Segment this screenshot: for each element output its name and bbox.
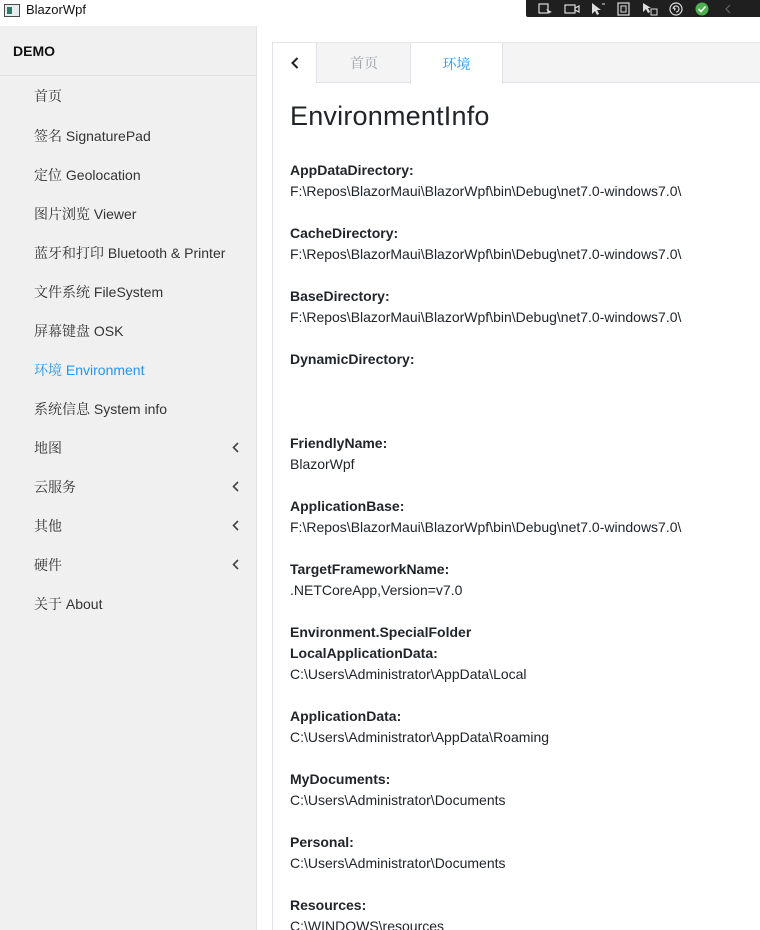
frame-icon[interactable] <box>614 1 634 16</box>
info-entry <box>290 706 750 748</box>
info-key: Personal: <box>290 834 354 850</box>
sidebar-item-environment[interactable] <box>0 350 256 389</box>
sidebar-item-label: 其他 <box>34 517 62 534</box>
tab-bar <box>273 42 760 83</box>
main-content <box>272 42 760 930</box>
chevron-left-icon <box>230 558 242 571</box>
sidebar-item-system-info[interactable] <box>0 389 256 428</box>
tab-home[interactable] <box>317 43 411 83</box>
tab-label: 环境 <box>442 55 471 72</box>
info-key: LocalApplicationData: <box>290 645 438 661</box>
info-value: BlazorWpf <box>290 456 355 472</box>
info-key: TargetFrameworkName: <box>290 561 450 577</box>
info-key: CacheDirectory: <box>290 225 399 241</box>
info-value: .NETCoreApp,Version=v7.0 <box>290 582 463 598</box>
tab-label: 首页 <box>350 55 378 71</box>
info-key: Resources: <box>290 897 367 913</box>
sidebar-item-label: 硬件 <box>34 556 62 573</box>
info-value: F:\Repos\BlazorMaui\BlazorWpf\bin\Debug\net7.0-windows7.0\ <box>290 519 682 535</box>
sidebar-item-home[interactable] <box>0 76 256 116</box>
info-key: FriendlyName: <box>290 435 388 451</box>
info-entry <box>290 895 750 930</box>
tab-back-button[interactable] <box>273 43 317 83</box>
info-key: AppDataDirectory: <box>290 162 414 178</box>
info-entry <box>290 160 750 202</box>
tab-environment[interactable] <box>410 43 503 84</box>
sidebar-item-about[interactable] <box>0 584 256 623</box>
window-title: BlazorWpf <box>26 2 86 17</box>
chevron-left-icon <box>230 441 242 454</box>
info-entry <box>290 559 750 601</box>
sidebar-item-label: 图片浏览 Viewer <box>34 205 137 222</box>
chevron-left-icon <box>289 56 301 70</box>
info-entry <box>290 832 750 874</box>
sidebar-item-label: 首页 <box>34 88 62 104</box>
sidebar-menu <box>0 76 256 623</box>
info-key: BaseDirectory: <box>290 288 390 304</box>
sidebar-item-label: 屏幕键盘 OSK <box>34 322 124 339</box>
sidebar-item-label: 签名 SignaturePad <box>34 127 151 144</box>
sidebar <box>0 26 257 930</box>
sidebar-item-label: 环境 Environment <box>34 361 145 378</box>
info-entry <box>290 496 750 538</box>
collapse-icon[interactable] <box>718 1 738 16</box>
sidebar-item-hardware[interactable] <box>0 545 256 584</box>
info-key: ApplicationData: <box>290 708 402 724</box>
sidebar-item-osk[interactable] <box>0 311 256 350</box>
sidebar-item-label: 蓝牙和打印 Bluetooth & Printer <box>34 244 226 261</box>
info-value: F:\Repos\BlazorMaui\BlazorWpf\bin\Debug\net7.0-windows7.0\ <box>290 309 682 325</box>
info-value: C:\Users\Administrator\Documents <box>290 855 506 871</box>
sidebar-item-label: 地图 <box>34 439 62 456</box>
xaml-debug-toolbar <box>526 0 760 17</box>
info-entry <box>290 286 750 328</box>
track-focus-icon[interactable] <box>640 1 660 16</box>
sidebar-item-other[interactable] <box>0 506 256 545</box>
sidebar-item-geolocation[interactable] <box>0 155 256 194</box>
info-value: C:\WINDOWS\resources <box>290 918 445 930</box>
sidebar-item-cloud[interactable] <box>0 467 256 506</box>
window-titlebar <box>0 0 760 22</box>
info-value: C:\Users\Administrator\Documents <box>290 792 506 808</box>
video-camera-icon[interactable] <box>562 1 582 16</box>
info-value <box>290 370 750 412</box>
info-entry <box>290 349 750 412</box>
sidebar-item-label: 系统信息 System info <box>34 400 168 417</box>
info-entry <box>290 223 750 265</box>
info-key: Environment.SpecialFolder <box>290 624 472 640</box>
sidebar-item-viewer[interactable] <box>0 194 256 233</box>
info-value: C:\Users\Administrator\AppData\Roaming <box>290 729 550 745</box>
sidebar-item-signaturepad[interactable] <box>0 116 256 155</box>
chevron-left-icon <box>230 519 242 532</box>
hot-reload-icon[interactable] <box>666 1 686 16</box>
sidebar-item-label: 定位 Geolocation <box>34 166 141 183</box>
environment-info-panel <box>290 98 750 930</box>
info-entry <box>290 433 750 475</box>
info-entry <box>290 622 750 685</box>
app-icon <box>4 4 20 17</box>
info-value: C:\Users\Administrator\AppData\Local <box>290 666 527 682</box>
select-element-icon[interactable] <box>536 1 556 16</box>
chevron-left-icon <box>230 480 242 493</box>
sidebar-item-label: 文件系统 FileSystem <box>34 283 164 300</box>
brand-title[interactable]: DEMO <box>0 26 256 76</box>
sidebar-item-bluetooth-printer[interactable] <box>0 233 256 272</box>
info-value: F:\Repos\BlazorMaui\BlazorWpf\bin\Debug\net7.0-windows7.0\ <box>290 246 682 262</box>
check-circle-icon[interactable] <box>692 1 712 16</box>
info-key: MyDocuments: <box>290 771 391 787</box>
info-value: F:\Repos\BlazorMaui\BlazorWpf\bin\Debug\net7.0-windows7.0\ <box>290 183 682 199</box>
sidebar-item-label: 关于 About <box>34 595 103 612</box>
sidebar-item-map[interactable] <box>0 428 256 467</box>
sidebar-item-filesystem[interactable] <box>0 272 256 311</box>
sidebar-item-label: 云服务 <box>34 478 76 495</box>
environment-info-list <box>290 160 750 930</box>
page-title: EnvironmentInfo <box>290 101 490 131</box>
info-key: DynamicDirectory: <box>290 351 415 367</box>
pointer-icon[interactable] <box>588 1 608 16</box>
info-key: ApplicationBase: <box>290 498 405 514</box>
info-entry <box>290 769 750 811</box>
